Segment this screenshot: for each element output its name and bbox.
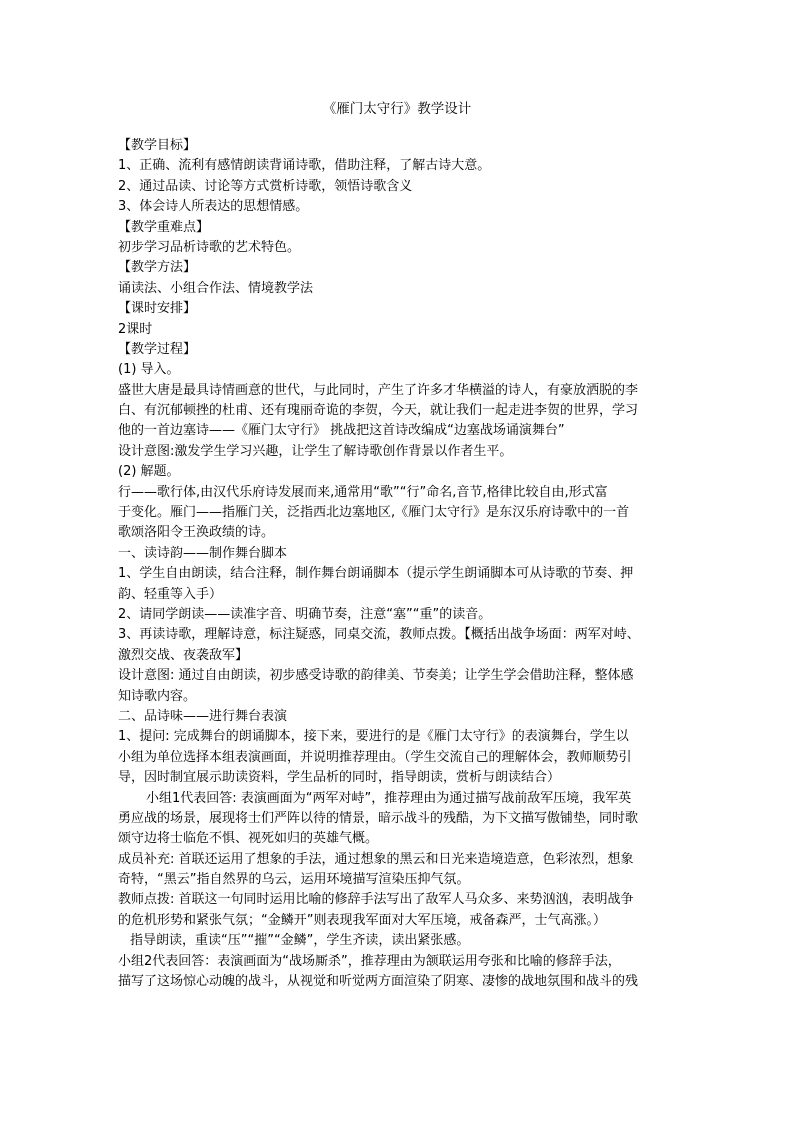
objective-3: 3、体会诗人所表达的思想情感。 <box>118 199 309 215</box>
paragraph-line: 小组1代表回答: 表演画面为“两军对峙”，推荐理由为通过描写战前敌军压境，我军英 <box>146 790 632 806</box>
paragraph-line: 盛世大唐是最具诗情画意的世代，与此同时，产生了许多才华横溢的诗人，有豪放洒脱的李 <box>118 382 639 398</box>
process-intro-label: (1) 导入。 <box>118 362 180 378</box>
document-body <box>118 136 681 992</box>
paragraph-line: 行——歌行体,由汉代乐府诗发展而来,通常用“歌”“行”命名,音节,格律比较自由,形式富 <box>118 484 608 500</box>
paragraph-line: 2、请同学朗读——读准字音、明确节奏，注意“塞”“重”的读音。 <box>118 606 492 622</box>
heading-methods: 【教学方法】 <box>118 260 197 276</box>
paragraph-line: 1、学生自由朗读，结合注释，制作舞台朗诵脚本（提示学生朗诵脚本可从诗歌的节奏、押 <box>118 566 634 582</box>
paragraph-line: 教师点拨: 首联这一句同时运用比喻的修辞手法写出了敌军人马众多、来势汹汹，表明战争 <box>118 892 634 908</box>
heading-key-points: 【教学重难点】 <box>118 219 210 235</box>
paragraph-line: 白、有沉郁顿挫的杜甫、还有瑰丽奇诡的李贺，今天，就让我们一起走进李贺的世界，学习 <box>118 403 639 419</box>
paragraph-line: 韵、轻重等入手） <box>118 586 223 602</box>
objective-2: 2、通过品读、讨论等方式赏析诗歌，领悟诗歌含义 <box>118 178 413 194</box>
paragraph-line: 激烈交战、夜袭敌军】 <box>118 647 249 663</box>
heading-process: 【教学过程】 <box>118 341 197 357</box>
document-title: 《雁门太守行》教学设计 <box>322 101 472 117</box>
paragraph-line: 奇特，“黑云”指自然界的乌云，运用环境描写渲染压抑气氛。 <box>118 872 470 888</box>
paragraph-line: 他的一首边塞诗——《雁门太守行》 挑战把这首诗改编成“边塞战场诵演舞台” <box>118 423 565 439</box>
section-heading-1: 一、读诗韵——制作舞台脚本 <box>118 545 288 561</box>
paragraph-line: 知诗歌内容。 <box>118 688 197 704</box>
paragraph-line: 勇应战的场景，展现将士们严阵以待的情景，暗示战斗的残酷，为下文描写傲铺垫，同时歌 <box>118 810 639 826</box>
paragraph-line: 小组2代表回答：表演画面为“战场厮杀”，推荐理由为颔联运用夸张和比喻的修辞手法， <box>118 953 621 969</box>
objective-1: 1、正确、流利有感情朗读背诵诗歌，借助注释，了解古诗大意。 <box>118 158 491 174</box>
paragraph-line: 小组为单位选择本组表演画面，并说明推荐理由。（学生交流自己的理解体会，教师顺势引 <box>118 749 632 765</box>
paragraph-line: 颂守边将士临危不惧、视死如归的英雄气概。 <box>118 831 379 847</box>
process-title-label: (2) 解题。 <box>118 464 180 480</box>
schedule-text: 2课时 <box>118 321 153 337</box>
paragraph-line: 描写了这场惊心动魄的战斗，从视觉和听觉两方面渲染了阴寒、凄惨的战地氛围和战斗的残 <box>118 974 639 990</box>
paragraph-line: 导，因时制宜展示助读资料，学生品析的同时，指导朗读，赏析与朗读结合） <box>118 770 561 786</box>
paragraph-line: 指导朗读，重读“压”“摧”“金鳞”，学生齐读，读出紧张感。 <box>130 933 470 949</box>
paragraph-line: 歌颂洛阳令王涣政绩的诗。 <box>118 525 275 541</box>
heading-objectives: 【教学目标】 <box>118 138 197 153</box>
paragraph-line: 1、提问: 完成舞台的朗诵脚本，接下来，要进行的是《雁门太守行》的表演舞台，学生以 <box>118 729 629 745</box>
paragraph-line: 设计意图:激发学生学习兴趣，让学生了解诗歌创作背景以作者生平。 <box>118 443 513 459</box>
paragraph-line: 的危机形势和紧张气氛；“金鳞开”则表现我军面对大军压境，戒备森严，士气高涨。） <box>118 912 606 928</box>
paragraph-line: 3、再读诗歌，理解诗意，标注疑惑，同桌交流，教师点拨。【概括出战争场面：两军对峙、 <box>118 627 640 643</box>
paragraph-line: 成员补充: 首联还运用了想象的手法，通过想象的黑云和日光来造境造意，色彩浓烈，想象 <box>118 851 634 867</box>
heading-schedule: 【课时安排】 <box>118 301 197 317</box>
key-points-text: 初步学习品析诗歌的艺术特色。 <box>118 239 301 255</box>
paragraph-line: 设计意图: 通过自由朗读，初步感受诗歌的韵律美、节奏美；让学生学会借助注释，整体感 <box>118 668 634 684</box>
methods-text: 诵读法、小组合作法、情境教学法 <box>118 280 314 296</box>
paragraph-line: 于变化。雁门——指雁门关，泛指西北边塞地区,《雁门太守行》是东汉乐府诗歌中的一首 <box>118 505 630 521</box>
section-heading-2: 二、品诗味——进行舞台表演 <box>118 708 288 724</box>
